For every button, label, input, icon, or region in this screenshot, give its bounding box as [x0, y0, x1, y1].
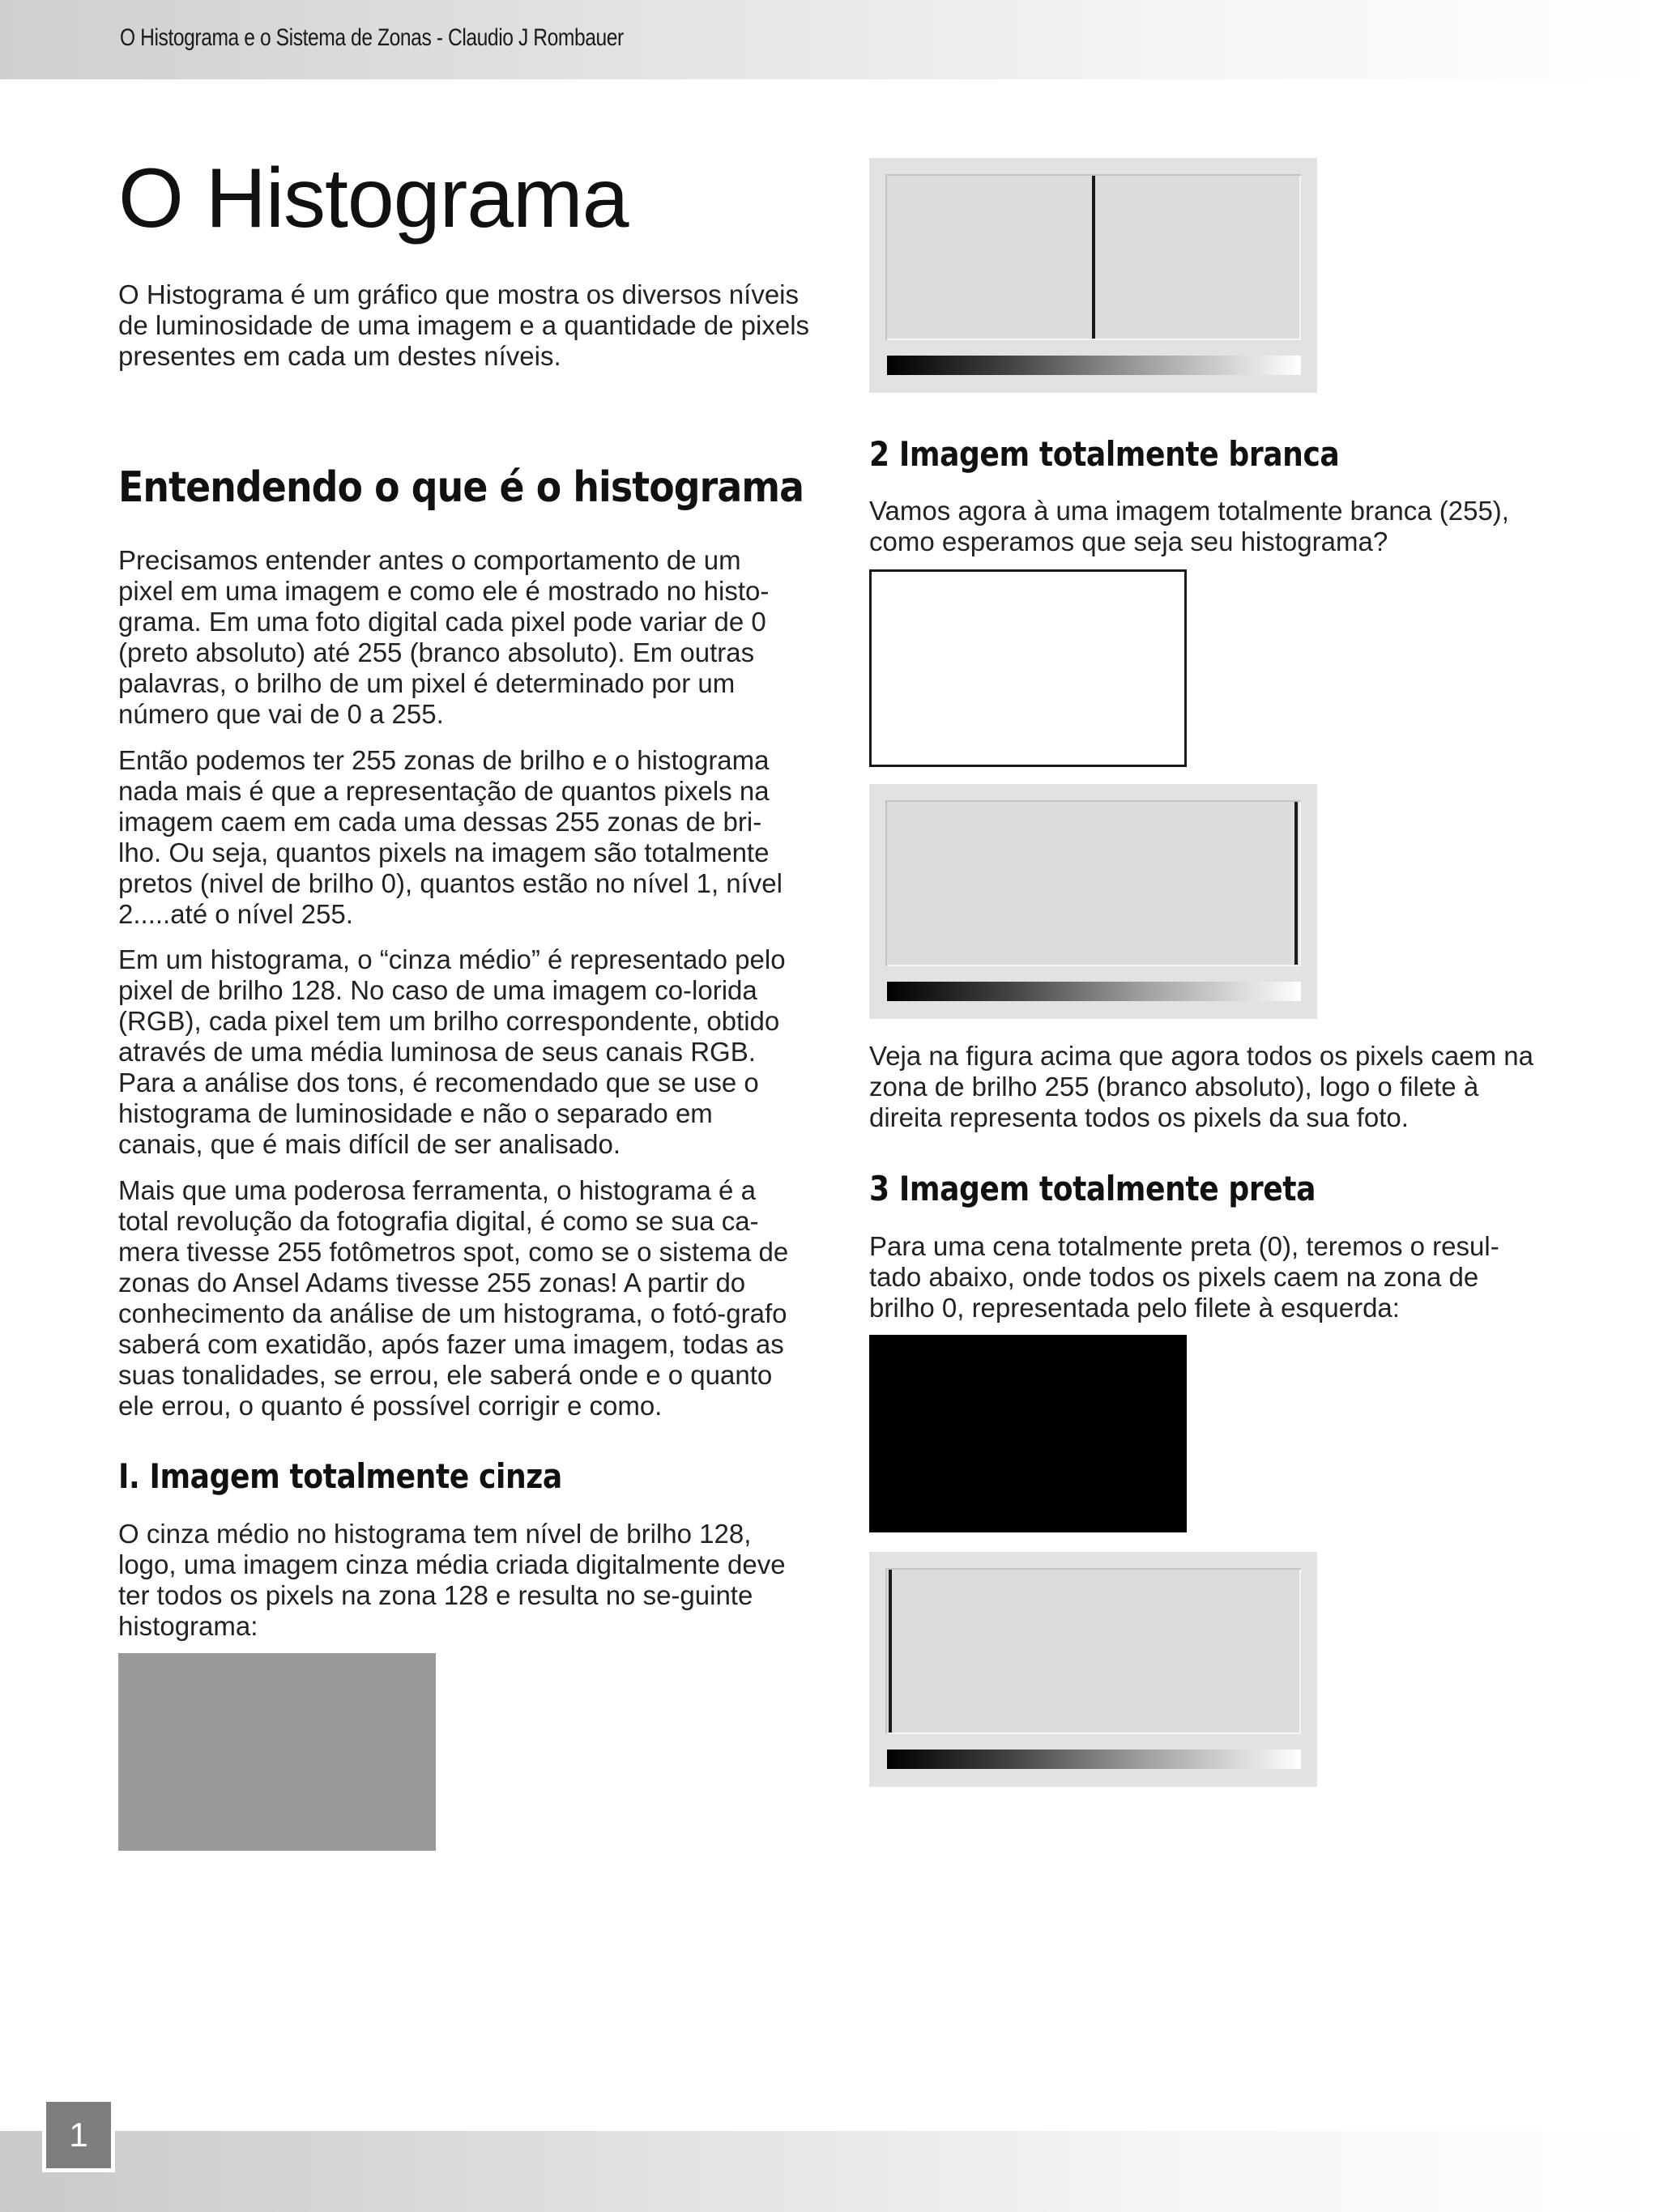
black-paragraph: Para uma cena totalmente preta (0), teremos o resul-tado abaixo, onde todos os pixels caem na zona de brilho 0, representada pelo filete à esquerda:: [869, 1231, 1499, 1323]
histogram-plot-area: [885, 800, 1301, 966]
section-paragraph-2: Então podemos ter 255 zonas de brilho e o histograma nada mais é que a representação de quantos pixels na imagem caem em cada uma dessas 255 zonas de bri-lho. Ou seja, quantos pixels na imagem são totalmente pretos (nivel de brilho 0), quantos estão no nível 1, nível 2.....até o nível 255.: [118, 745, 783, 929]
intro-paragraph: O Histograma é um gráfico que mostra os diversos níveis de luminosidade de uma imagem e a quantidade de pixels presentes em cada um destes níveis.: [118, 279, 810, 371]
section-heading-histogram: Entendendo o que é o histograma: [118, 463, 804, 512]
histogram-spike: [1294, 802, 1298, 965]
tonal-gradient-bar: [887, 982, 1301, 1001]
histogram-spike: [1092, 176, 1095, 339]
page-footer: [0, 2131, 1659, 2212]
tonal-gradient-bar: [887, 1750, 1301, 1769]
section-paragraph-4: Mais que uma poderosa ferramenta, o histograma é a total revolução da fotografia digital, é como se sua ca-mera tivesse 255 fotômetros spot, como se o sistema de zonas do Ansel Adams tivesse 255 zonas! A partir do conhecimento da análise de um histograma, o fotó-grafo saberá com exatidão, após fazer uma imagem, todas as suas tonalidades, se errou, ele saberá onde e o quanto ele errou, o quanto é possível corrigir e como.: [118, 1175, 789, 1421]
page-number: 1: [42, 2098, 115, 2172]
histogram-plot-area: [885, 174, 1301, 340]
gray-histogram: [869, 158, 1317, 393]
page-header: [0, 0, 1659, 79]
white-sample-image: [869, 569, 1187, 767]
white-heading: 2 Imagem totalmente branca: [869, 434, 1340, 474]
black-heading: 3 Imagem totalmente preta: [869, 1169, 1316, 1208]
white-after-paragraph: Veja na figura acima que agora todos os pixels caem na zona de brilho 255 (branco absoluto), logo o filete à direita representa todos os pixels da sua foto.: [869, 1041, 1534, 1132]
histogram-spike: [889, 1570, 892, 1733]
white-histogram: [869, 784, 1317, 1019]
black-histogram: [869, 1552, 1317, 1787]
section-paragraph-1: Precisamos entender antes o comportamento de um pixel em uma imagem e como ele é mostrado no histo-grama. Em uma foto digital cada pixel pode variar de 0 (preto absoluto) até 255 (branco absoluto). Em outras palavras, o brilho de um pixel é determinado por um número que vai de 0 a 255.: [118, 545, 770, 729]
histogram-plot-area: [885, 1568, 1301, 1734]
page-title: O Histograma: [118, 151, 629, 245]
black-sample-image: [869, 1335, 1187, 1532]
gray-sample-image: [118, 1653, 436, 1851]
gray-paragraph: O cinza médio no histograma tem nível de brilho 128, logo, uma imagem cinza média criada digitalmente deve ter todos os pixels na zona 128 e resulta no se-guinte histograma:: [118, 1519, 786, 1641]
gray-heading: I. Imagem totalmente cinza: [118, 1456, 562, 1496]
tonal-gradient-bar: [887, 356, 1301, 375]
section-paragraph-3: Em um histograma, o “cinza médio” é representado pelo pixel de brilho 128. No caso de uma imagem co-lorida (RGB), cada pixel tem um brilho correspondente, obtido através de uma média luminosa de seus canais RGB. Para a análise dos tons, é recomendado que se use o histograma de luminosidade e não o separado em canais, que é mais difícil de ser analisado.: [118, 944, 786, 1159]
running-title: O Histograma e o Sistema de Zonas - Claudio J Rombauer: [120, 24, 624, 51]
white-paragraph: Vamos agora à uma imagem totalmente branca (255), como esperamos que seja seu histograma?: [869, 496, 1509, 556]
